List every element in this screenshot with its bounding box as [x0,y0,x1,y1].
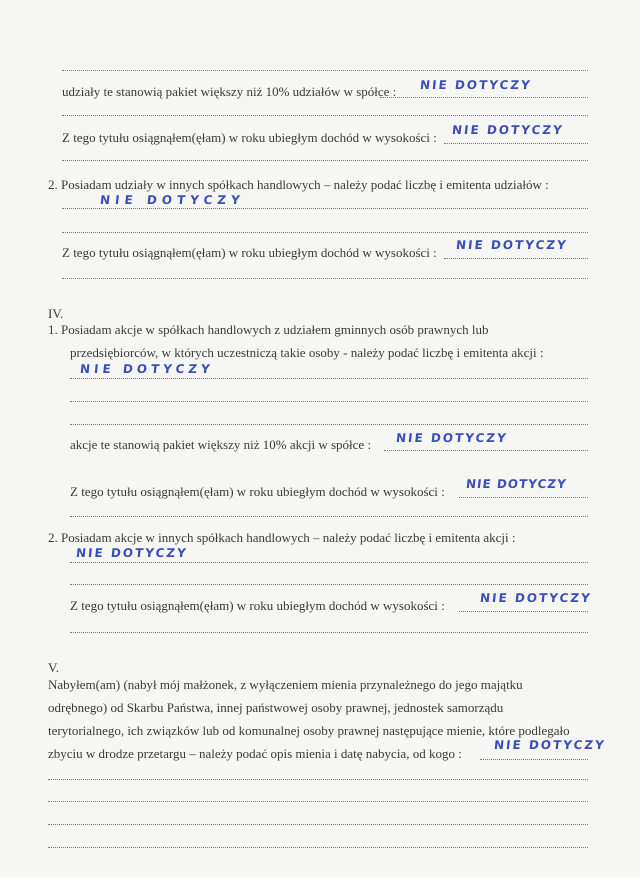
dotted-line [62,115,588,116]
answer-line [444,143,588,144]
section-v-heading: V. [48,660,59,675]
section-v-line4: zbyciu w drodze przetargu – należy podać opis mienia i datę nabycia, od kogo : [48,746,462,761]
handwritten-answer: NIE DOTYCZY [451,123,565,137]
shares-other-companies-label: 2. Posiadam akcje w innych spółkach handlowych – należy podać liczbę i emitenta akcji : [48,530,516,545]
answer-line [480,759,588,760]
answer-line [459,611,588,612]
section-iv-item1-line2: przedsiębiorców, w których uczestniczą takie osoby - należy podać liczbę i emitenta akcji : [70,345,544,360]
dotted-line [48,847,588,848]
dotted-line [62,232,588,233]
handwritten-answer: NIE DOTYCZY [395,431,509,445]
dotted-line [70,424,588,425]
dotted-line [48,801,588,802]
income-label: Z tego tytułu osiągnąłem(ęłam) w roku ubiegłym dochód w wysokości : [62,130,437,145]
shares-over-10-label: udziały te stanowią pakiet większy niż 10% udziałów w spółce : [62,84,397,99]
dotted-line [70,401,588,402]
dotted-line [62,70,588,71]
dotted-line [48,779,588,780]
handwritten-answer: NIE DOTYCZY [479,591,593,605]
answer-line [459,497,588,498]
dotted-line [70,516,588,517]
handwritten-answer: NIE DOTYCZY [455,238,569,252]
dotted-line [70,584,588,585]
handwritten-answer: NIE DOTYCZY [75,546,189,560]
dotted-line [70,632,588,633]
dotted-line [62,278,588,279]
section-v-line2: odrębnego) od Skarbu Państwa, innej państwowej osoby prawnej, jednostek samorządu [48,700,504,715]
section-iv-item1-line1: 1. Posiadam akcje w spółkach handlowych z udziałem gminnych osób prawnych lub [48,322,489,337]
handwritten-answer: NIE DOTYCZY [493,738,607,752]
income-label: Z tego tytułu osiągnąłem(ęłam) w roku ubiegłym dochód w wysokości : [70,484,445,499]
income-label: Z tego tytułu osiągnąłem(ęłam) w roku ubiegłym dochód w wysokości : [62,245,437,260]
shares-other-companies-label: 2. Posiadam udziały w innych spółkach handlowych – należy podać liczbę i emitenta udziałów : [48,177,549,192]
section-v-line1: Nabyłem(am) (nabył mój małżonek, z wyłączeniem mienia przynależnego do jego majątku [48,677,523,692]
dotted-line [48,824,588,825]
answer-line [384,450,588,451]
answer-line [444,258,588,259]
shares-over-10-label: akcje te stanowią pakiet większy niż 10% akcji w spółce : [70,437,372,452]
dotted-line [62,160,588,161]
handwritten-answer: NIE DOTYCZY [465,477,568,491]
section-v-line3: terytorialnego, ich związków lub od komunalnej osoby prawnej następujące mienie, które podlegało [48,723,570,738]
handwritten-answer: NIE DOTYCZY [79,362,215,376]
answer-line [380,97,588,98]
answer-line [70,562,588,563]
handwritten-answer: NIE DOTYCZY [99,193,246,207]
answer-line [70,378,588,379]
income-label: Z tego tytułu osiągnąłem(ęłam) w roku ubiegłym dochód w wysokości : [70,598,445,613]
handwritten-answer: NIE DOTYCZY [419,78,533,92]
section-iv-heading: IV. [48,306,64,321]
answer-line [62,208,588,209]
